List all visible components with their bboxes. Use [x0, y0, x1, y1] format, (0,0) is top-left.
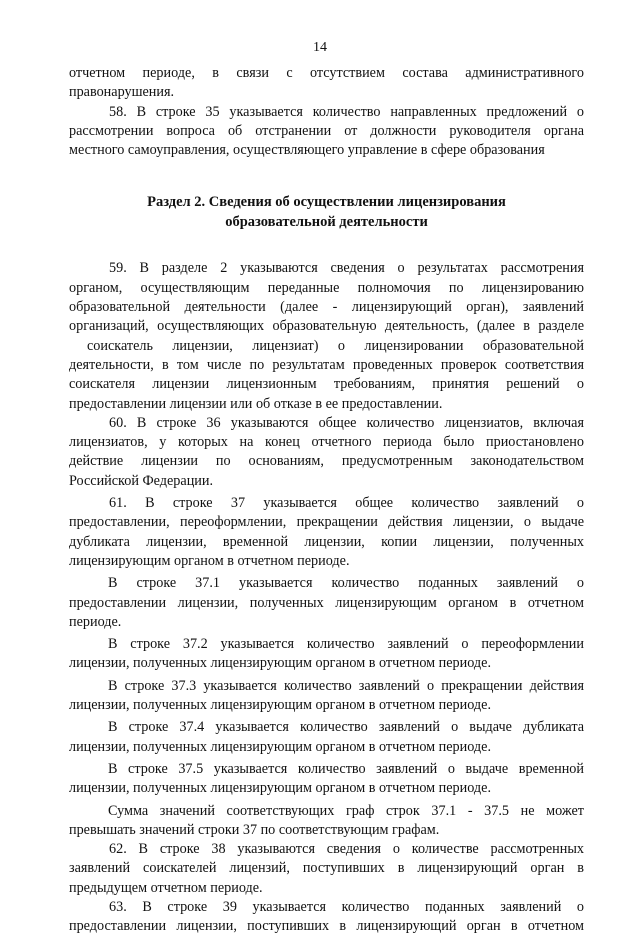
text-line: образовательной деятельности (далее - лицензирующий орган), заявлений	[69, 299, 584, 316]
text-line: действие лицензии по основаниям, предусмотренным законодательством	[69, 453, 584, 470]
text-line: предоставлении лицензии, поступивших в лицензирующий орган в отчетном	[69, 918, 584, 935]
text-line: заявлений соискателей лицензий, поступивших в лицензирующий орган в	[69, 860, 584, 877]
text-line: предоставлении, переоформлении, прекращении действия лицензии, о выдаче	[69, 514, 584, 531]
text-line: рассмотрении вопроса об отстранении от должности руководителя органа	[69, 122, 584, 139]
text-line: лицензии, полученных лицензирующим органом в отчетном периоде.	[69, 738, 491, 755]
text-line: лицензии, полученных лицензирующим органом в отчетном периоде.	[69, 697, 491, 714]
paragraph-62-line: 62. В строке 38 указываются сведения о количестве рассмотренных	[109, 841, 584, 858]
text-line: лицензии, полученных лицензирующим органом в отчетном периоде.	[69, 780, 491, 797]
text-line: правонарушения.	[69, 84, 175, 101]
text-line: дубликата лицензии, временной лицензии, копии лицензии, полученных	[69, 533, 584, 550]
paragraph-59-line: 59. В разделе 2 указываются сведения о результатах рассмотрения	[109, 260, 584, 277]
paragraph-61-line: 61. В строке 37 указывается общее количество заявлений о	[109, 495, 584, 512]
text-line: предоставлении лицензии или об отказе в ее предоставлении.	[69, 395, 443, 412]
section-heading-line1: Раздел 2. Сведения об осуществлении лицензирования	[147, 194, 506, 211]
paragraph-sum-line: Сумма значений соответствующих граф строк 37.1 - 37.5 не может	[108, 802, 584, 819]
section-heading	[69, 192, 584, 232]
text-line: периоде.	[69, 613, 122, 630]
paragraph-58-line: 58. В строке 35 указывается количество направленных предложений о	[109, 103, 584, 120]
text-line: лицензии, полученных лицензирующим органом в отчетном периоде.	[69, 655, 491, 672]
text-line: отчетном периоде, в связи с отсутствием состава административного	[69, 65, 584, 81]
section-heading-line2: образовательной деятельности	[225, 214, 428, 231]
text-line: превышать значений строки 37 по соответствующим графам.	[69, 821, 440, 838]
text-line: местного самоуправления, осуществляющего управление в сфере образования	[69, 142, 545, 159]
paragraph-37-4-line: В строке 37.4 указывается количество заявлений о выдаче дубликата	[108, 719, 584, 736]
page-number: 14	[313, 40, 327, 55]
text-line: соискатель лицензии, лицензиат) о лицензировании образовательной	[87, 337, 584, 354]
text-line: лицензирующим органом в отчетном периоде.	[69, 552, 350, 569]
paragraph-63-line: 63. В строке 39 указывается количество поданных заявлений о	[109, 898, 584, 915]
paragraph-37-3-line: В строке 37.3 указывается количество заявлений о прекращении действия	[108, 677, 584, 694]
paragraph-37-2-line: В строке 37.2 указывается количество заявлений о переоформлении	[108, 636, 584, 653]
paragraph-37-5-line: В строке 37.5 указывается количество заявлений о выдаче временной	[108, 760, 584, 777]
paragraph-60-line: 60. В строке 36 указываются общее количество лицензиатов, включая	[109, 414, 584, 431]
text-line: деятельности, в том числе по результатам проведенных проверок соответствия	[69, 356, 584, 373]
text-line: Российской Федерации.	[69, 472, 214, 489]
text-line: предыдущем отчетном периоде.	[69, 879, 263, 896]
text-line: предоставлении лицензии, полученных лицензирующим органом в отчетном	[69, 594, 584, 611]
text-line: лицензиатов, у которых на конец отчетного периода было приостановлено	[69, 434, 584, 451]
text-line: организаций, осуществляющих образовательную деятельность, (далее в разделе	[69, 318, 584, 335]
text-line: органом, осуществляющим переданные полномочия по лицензированию	[69, 279, 584, 296]
paragraph-37-1-line: В строке 37.1 указывается количество поданных заявлений о	[108, 575, 584, 592]
text-line: соискателя лицензии лицензионным требованиям, принятия решений о	[69, 376, 584, 393]
document-body	[69, 64, 584, 937]
